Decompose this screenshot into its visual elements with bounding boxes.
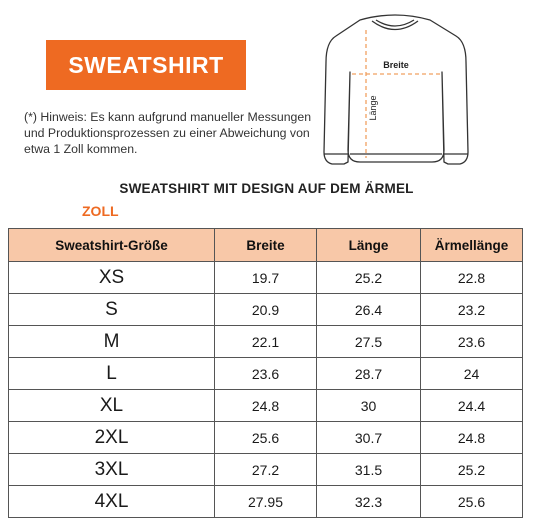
- cell-breite: 27.2: [215, 454, 317, 486]
- header-aermellaenge: Ärmellänge: [421, 229, 523, 262]
- cell-size: S: [9, 294, 215, 326]
- breite-label: Breite: [383, 60, 409, 70]
- cell-laenge: 25.2: [317, 262, 421, 294]
- cell-laenge: 30: [317, 390, 421, 422]
- laenge-label: Länge: [368, 95, 378, 121]
- cell-aermellaenge: 23.2: [421, 294, 523, 326]
- cell-size: 2XL: [9, 422, 215, 454]
- cell-laenge: 32.3: [317, 486, 421, 518]
- cell-aermellaenge: 24.8: [421, 422, 523, 454]
- cell-aermellaenge: 23.6: [421, 326, 523, 358]
- cell-size: M: [9, 326, 215, 358]
- cell-size: L: [9, 358, 215, 390]
- cell-aermellaenge: 25.2: [421, 454, 523, 486]
- cell-laenge: 27.5: [317, 326, 421, 358]
- table-row: [9, 422, 523, 454]
- cell-size: XL: [9, 390, 215, 422]
- badge-label: SWEATSHIRT: [68, 51, 224, 78]
- unit-label: ZOLL: [82, 203, 119, 219]
- cell-aermellaenge: 24.4: [421, 390, 523, 422]
- table-row: [9, 454, 523, 486]
- table-row: [9, 358, 523, 390]
- sweatshirt-outline: [324, 15, 468, 164]
- table-body: [9, 262, 523, 518]
- table-header-row: [9, 229, 523, 262]
- cell-breite: 27.95: [215, 486, 317, 518]
- cell-aermellaenge: 24: [421, 358, 523, 390]
- cell-size: 3XL: [9, 454, 215, 486]
- sweatshirt-illustration: [320, 12, 470, 180]
- sweatshirt-badge: [46, 40, 246, 90]
- sweatshirt-collar-inner: [376, 20, 414, 26]
- cell-size: 4XL: [9, 486, 215, 518]
- size-table: [8, 228, 523, 518]
- table-row: [9, 486, 523, 518]
- cell-size: XS: [9, 262, 215, 294]
- cell-laenge: 28.7: [317, 358, 421, 390]
- cell-breite: 20.9: [215, 294, 317, 326]
- cell-breite: 23.6: [215, 358, 317, 390]
- header-size: Sweatshirt-Größe: [9, 229, 215, 262]
- cell-laenge: 31.5: [317, 454, 421, 486]
- table-row: [9, 326, 523, 358]
- header-breite: Breite: [215, 229, 317, 262]
- chart-subtitle: SWEATSHIRT MIT DESIGN AUF DEM ÄRMEL: [119, 181, 414, 196]
- cell-breite: 25.6: [215, 422, 317, 454]
- cell-breite: 24.8: [215, 390, 317, 422]
- cell-breite: 22.1: [215, 326, 317, 358]
- table-row: [9, 262, 523, 294]
- table-row: [9, 390, 523, 422]
- cell-laenge: 26.4: [317, 294, 421, 326]
- cell-aermellaenge: 25.6: [421, 486, 523, 518]
- header-laenge: Länge: [317, 229, 421, 262]
- table-row: [9, 294, 523, 326]
- cell-aermellaenge: 22.8: [421, 262, 523, 294]
- measurement-note: (*) Hinweis: Es kann aufgrund manueller Messungen und Produktionsprozessen zu einer Abweichung von etwa 1 Zoll kommen.: [24, 110, 312, 156]
- cell-laenge: 30.7: [317, 422, 421, 454]
- cell-breite: 19.7: [215, 262, 317, 294]
